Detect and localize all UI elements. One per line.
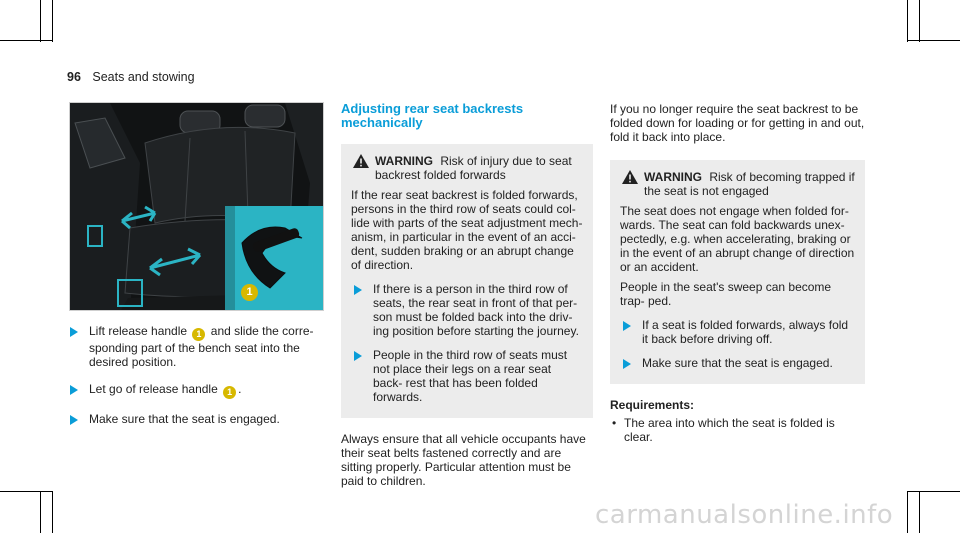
crop-mark — [907, 491, 960, 492]
step-let-go-handle — [67, 382, 322, 399]
requirements-title: Requirements: — [610, 398, 695, 412]
warning-step-text: If there is a person in the third row of seats, the rear seat in front of that per- son must be folded back into the driv- ing position before starting the journey. — [373, 282, 579, 338]
step-make-sure-engaged — [67, 412, 322, 426]
watermark: carmanualsonline.info — [595, 500, 894, 530]
callout-1-badge: 1 — [192, 328, 205, 341]
warning-header — [620, 170, 855, 198]
crop-mark — [52, 0, 53, 42]
warning-title: Risk of injury due to seat backrest folded forwards — [375, 154, 572, 182]
warning-triangle-icon — [353, 154, 369, 168]
crop-mark — [919, 491, 920, 533]
callout-1-badge: 1 — [223, 386, 236, 399]
right-column — [610, 102, 865, 444]
step-arrow-icon — [70, 327, 78, 337]
step-arrow-icon — [623, 321, 631, 331]
section-title: Seats and stowing — [92, 70, 195, 84]
warning-text: People in the seat's sweep can become trap- ped. — [620, 280, 832, 308]
warning-label: WARNING — [375, 154, 433, 168]
crop-mark — [40, 0, 41, 42]
step-arrow-icon — [70, 385, 78, 395]
warning-label: WARNING — [644, 170, 702, 184]
crop-mark — [40, 491, 41, 533]
step-text-before: Lift release handle — [89, 324, 188, 338]
step-arrow-icon — [70, 415, 78, 425]
step-arrow-icon — [354, 285, 362, 295]
warning-text: If the rear seat backrest is folded forwards, persons in the third row of seats could col- lide with parts of the seat adjustment mech- anism, in particular in the event of an acci- dent, sudden braking or an abrupt change of direction. — [351, 188, 583, 272]
requirement-item: • The area into which the seat is folded is clear. — [610, 416, 865, 444]
step-text: Make sure that the seat is engaged. — [89, 412, 280, 426]
crop-mark — [907, 40, 960, 41]
crop-mark — [0, 40, 52, 41]
section-heading: Adjusting rear seat backrests mechanically — [341, 101, 524, 130]
warning-step-text: People in the third row of seats must not place their legs on a rear seat back- rest that has been folded forwards. — [373, 348, 568, 404]
intro-paragraph: If you no longer require the seat backrest to be folded down for loading or for getting in and out, fold it back into place. — [610, 102, 865, 144]
warning-step — [620, 318, 855, 346]
middle-column — [341, 102, 593, 500]
crop-mark — [907, 0, 908, 42]
step-arrow-icon — [354, 351, 362, 361]
callout-1-label: 1 — [246, 286, 253, 298]
page-number: 96 — [67, 70, 81, 84]
warning-text: The seat does not engage when folded for- wards. The seat can fold backwards unex- pectedly, e.g. when accelerating, braking or in the event of an abrupt change of direction or an accident. — [620, 204, 855, 274]
step-text-after: and slide the corre- sponding part of the bench seat into the desired position. — [89, 324, 314, 369]
rear-seat-drawing — [70, 103, 324, 311]
warning-triangle-icon — [622, 170, 638, 184]
step-text-after: . — [238, 382, 242, 396]
step-text-before: Let go of release handle — [89, 382, 218, 396]
crop-mark — [907, 491, 908, 533]
step-lift-handle — [67, 324, 322, 369]
warning-step — [351, 282, 583, 338]
crop-mark — [52, 491, 53, 533]
warning-step — [351, 348, 583, 404]
warning-box — [610, 160, 865, 384]
crop-mark — [0, 491, 52, 492]
warning-step-text: If a seat is folded forwards, always fold it back before driving off. — [642, 318, 849, 346]
body-paragraph: Always ensure that all vehicle occupants have their seat belts fastened correctly and are sitting properly. Particular attention must be paid to children. — [341, 432, 586, 488]
crop-mark — [919, 0, 920, 42]
step-arrow-icon — [623, 359, 631, 369]
warning-step — [620, 356, 855, 370]
rear-seat-illustration — [69, 102, 324, 311]
warning-title: Risk of becoming trapped if the seat is not engaged — [644, 170, 855, 198]
warning-box — [341, 144, 593, 418]
page-header — [67, 70, 195, 84]
warning-step-text: Make sure that the seat is engaged. — [642, 356, 833, 370]
left-column — [67, 324, 322, 439]
callout-1-badge — [241, 284, 258, 301]
warning-header — [351, 154, 583, 182]
